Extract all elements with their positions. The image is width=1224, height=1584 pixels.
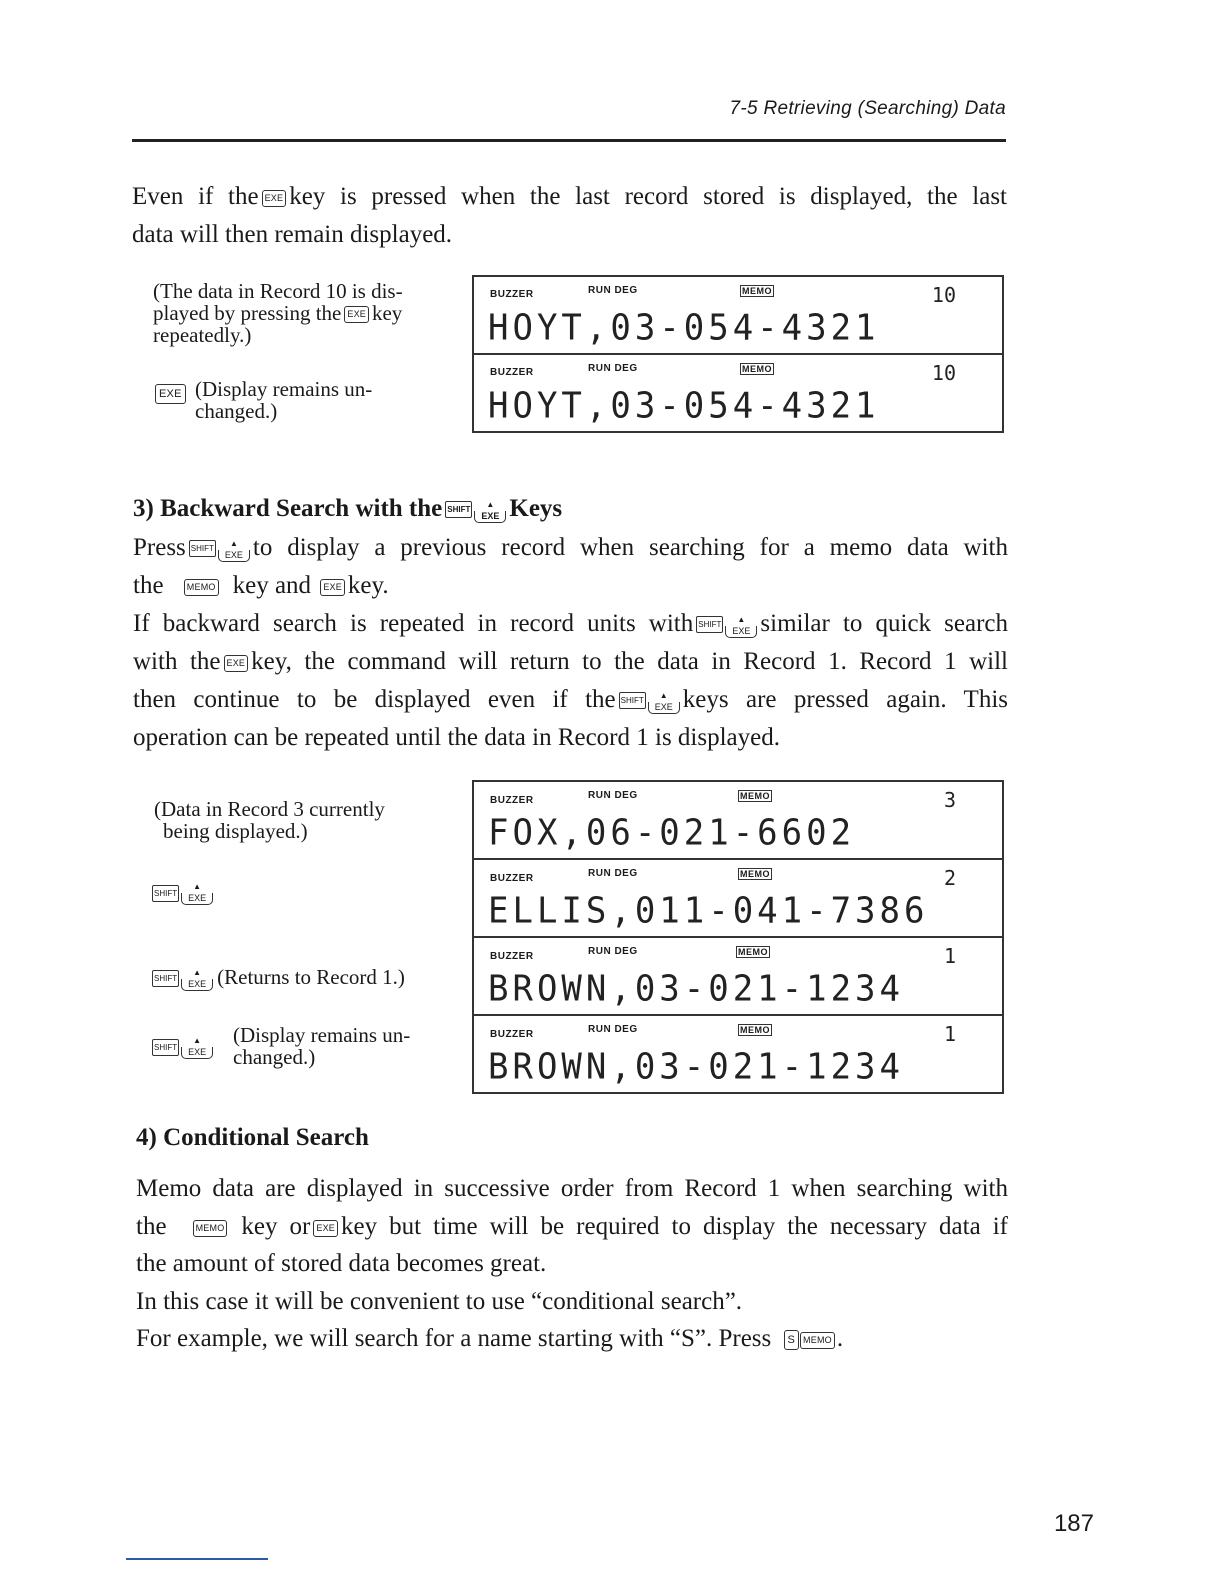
memo-key-icon: MEMO bbox=[193, 1220, 228, 1237]
paragraph-line bbox=[133, 528, 1008, 567]
paragraph-line bbox=[136, 1208, 1008, 1246]
header-rule bbox=[132, 139, 1006, 142]
record-number: 3 bbox=[943, 788, 956, 812]
exe-key-icon: EXE bbox=[262, 190, 287, 207]
body-text: with the bbox=[133, 647, 221, 675]
section-4-paragraph bbox=[136, 1170, 1008, 1358]
body-text: the bbox=[133, 571, 164, 599]
exe-key-icon: EXE bbox=[224, 655, 249, 672]
shift-key-icon: SHIFT bbox=[696, 616, 723, 633]
lcd-display bbox=[472, 780, 1004, 860]
memo-indicator: MEMO bbox=[742, 286, 772, 296]
caption-text: (Display remains un- bbox=[233, 1023, 411, 1047]
section-3-heading bbox=[133, 494, 562, 523]
intro-text: key is pressed when the last record stored is displayed, the last bbox=[289, 183, 1008, 210]
caption-text: changed.) bbox=[195, 399, 278, 423]
caption-text: (Returns to Record 1.) bbox=[217, 965, 405, 989]
exe-key-icon: EXE bbox=[344, 306, 369, 323]
shift-key-icon: SHIFT bbox=[445, 501, 472, 518]
paragraph-line: Memo data are displayed in successive order from Record 1 when searching with bbox=[136, 1175, 1008, 1202]
shift-key-icon: SHIFT bbox=[152, 1039, 179, 1056]
fig2-key-step-4 bbox=[152, 1038, 213, 1059]
caption-text: repeatedly.) bbox=[153, 323, 252, 347]
footer-line bbox=[126, 1558, 268, 1560]
body-text: key. bbox=[347, 571, 389, 599]
lcd-text: HOYT,03-054-4321 bbox=[488, 307, 880, 349]
memo-indicator: MEMO bbox=[740, 1025, 770, 1035]
lcd-text: ELLIS,011-041-7386 bbox=[488, 890, 929, 932]
section-4-heading: 4) Conditional Search bbox=[136, 1124, 369, 1151]
heading-text: Keys bbox=[509, 495, 563, 522]
run-deg-indicator: RUN DEG bbox=[588, 1024, 638, 1035]
paragraph-line bbox=[133, 567, 1008, 605]
body-text: . bbox=[836, 1325, 844, 1353]
caption-text: (Display remains un- bbox=[195, 377, 373, 401]
lcd-display bbox=[472, 858, 1004, 938]
running-header: 7-5 Retrieving (Searching) Data bbox=[729, 98, 1006, 119]
exe-key-icon: EXE bbox=[155, 384, 186, 404]
paragraph-line: operation can be repeated until the data in Record 1 is displayed. bbox=[133, 723, 780, 751]
memo-indicator: MEMO bbox=[738, 947, 768, 957]
memo-key-icon: MEMO bbox=[800, 1332, 835, 1349]
shift-exe-key-icon bbox=[152, 965, 213, 991]
run-deg-indicator: RUN DEG bbox=[588, 363, 638, 374]
body-text: keys are pressed again. This bbox=[682, 686, 1008, 714]
shift-exe-key-icon bbox=[619, 680, 680, 718]
record-number: 10 bbox=[931, 283, 956, 307]
buzzer-indicator: BUZZER bbox=[490, 367, 534, 378]
fig2-caption-4 bbox=[233, 1024, 463, 1068]
shift-key-icon: SHIFT bbox=[619, 692, 646, 709]
exe-key-icon: EXE bbox=[320, 579, 345, 596]
paragraph-line bbox=[133, 680, 1008, 719]
fig2-caption-1 bbox=[154, 798, 454, 842]
body-text: Press bbox=[133, 534, 186, 561]
buzzer-indicator: BUZZER bbox=[490, 795, 534, 806]
body-text: then continue to be displayed even if the bbox=[133, 686, 616, 714]
paragraph-line bbox=[133, 643, 1008, 681]
body-text: For example, we will search for a name starting with “S”. Press bbox=[136, 1325, 772, 1353]
lcd-text: BROWN,03-021-1234 bbox=[488, 968, 904, 1010]
body-text: key and bbox=[232, 571, 312, 599]
lcd-display bbox=[472, 936, 1004, 1016]
shift-key-icon: SHIFT bbox=[189, 540, 216, 557]
intro-text: Even if the bbox=[132, 183, 259, 210]
paragraph-line bbox=[136, 1320, 1008, 1358]
exe-key-icon: ▲ EXE bbox=[474, 511, 506, 523]
body-text: key or bbox=[241, 1212, 311, 1240]
exe-key-icon: ▲ EXE bbox=[218, 550, 250, 562]
memo-key-icon: MEMO bbox=[184, 579, 219, 596]
body-text: If backward search is repeated in record units with bbox=[133, 610, 694, 638]
fig1-caption-2 bbox=[195, 378, 455, 422]
run-deg-indicator: RUN DEG bbox=[588, 285, 638, 296]
shift-key-icon: SHIFT bbox=[152, 885, 179, 902]
s-key-icon: S bbox=[784, 1330, 800, 1350]
caption-text: (The data in Record 10 is dis- bbox=[153, 279, 403, 303]
lcd-text: BROWN,03-021-1234 bbox=[488, 1046, 904, 1088]
record-number: 10 bbox=[931, 361, 956, 385]
shift-exe-key-icon bbox=[152, 884, 213, 905]
exe-key-icon: ▲ EXE bbox=[181, 893, 213, 905]
body-text: similar to quick search bbox=[760, 610, 1008, 638]
fig2-key-step-1 bbox=[152, 884, 213, 905]
run-deg-indicator: RUN DEG bbox=[588, 868, 638, 879]
intro-line-2: data will then remain displayed. bbox=[132, 220, 453, 248]
heading-text: 3) Backward Search with the bbox=[133, 495, 443, 522]
memo-indicator: MEMO bbox=[740, 791, 770, 801]
body-text: key but time will be required to display the necessary data if bbox=[340, 1212, 1008, 1240]
lcd-text: FOX,06-021-6602 bbox=[488, 812, 856, 854]
exe-key-icon: ▲ EXE bbox=[725, 626, 757, 638]
record-number: 1 bbox=[943, 944, 956, 968]
exe-key-icon: ▲ EXE bbox=[181, 1047, 213, 1059]
buzzer-indicator: BUZZER bbox=[490, 873, 534, 884]
exe-key-icon: ▲ EXE bbox=[648, 702, 680, 714]
fig1-key-step bbox=[155, 384, 186, 405]
buzzer-indicator: BUZZER bbox=[490, 951, 534, 962]
body-text: key, the command will return to the data in Record 1. Record 1 will bbox=[251, 647, 1008, 675]
page-number: 187 bbox=[1053, 1510, 1094, 1537]
paragraph-line bbox=[133, 604, 1008, 643]
lcd-display bbox=[472, 353, 1004, 433]
caption-text: being displayed.) bbox=[163, 819, 308, 843]
lcd-display bbox=[472, 1014, 1004, 1094]
section-3-paragraph bbox=[133, 528, 1008, 757]
record-number: 2 bbox=[943, 866, 956, 890]
fig1-caption-1 bbox=[153, 280, 453, 346]
lcd-display bbox=[472, 275, 1004, 355]
caption-text: played by pressing the bbox=[153, 301, 342, 325]
shift-exe-key-icon bbox=[696, 604, 757, 642]
run-deg-indicator: RUN DEG bbox=[588, 946, 638, 957]
shift-key-icon: SHIFT bbox=[152, 970, 179, 987]
paragraph-line: In this case it will be convenient to use “conditional search”. bbox=[136, 1287, 743, 1315]
lcd-text: HOYT,03-054-4321 bbox=[488, 385, 880, 427]
shift-exe-key-icon bbox=[445, 494, 506, 523]
caption-text: changed.) bbox=[233, 1045, 316, 1069]
body-text: to display a previous record when searching for a memo data with bbox=[252, 534, 1008, 561]
shift-exe-key-icon bbox=[152, 1038, 213, 1059]
memo-indicator: MEMO bbox=[742, 364, 772, 374]
buzzer-indicator: BUZZER bbox=[490, 1029, 534, 1040]
buzzer-indicator: BUZZER bbox=[490, 289, 534, 300]
fig2-caption-3 bbox=[152, 965, 462, 991]
body-text: the bbox=[136, 1212, 167, 1240]
memo-indicator: MEMO bbox=[740, 869, 770, 879]
exe-key-icon: EXE bbox=[313, 1220, 338, 1237]
exe-key-icon: ▲ EXE bbox=[181, 979, 213, 991]
run-deg-indicator: RUN DEG bbox=[588, 790, 638, 801]
record-number: 1 bbox=[943, 1022, 956, 1046]
paragraph-line: the amount of stored data becomes great. bbox=[136, 1250, 547, 1278]
caption-text: (Data in Record 3 currently bbox=[154, 797, 385, 821]
intro-paragraph bbox=[132, 178, 1007, 253]
shift-exe-key-icon bbox=[189, 528, 250, 566]
caption-text: key bbox=[371, 301, 403, 325]
intro-line-1 bbox=[132, 178, 1007, 216]
